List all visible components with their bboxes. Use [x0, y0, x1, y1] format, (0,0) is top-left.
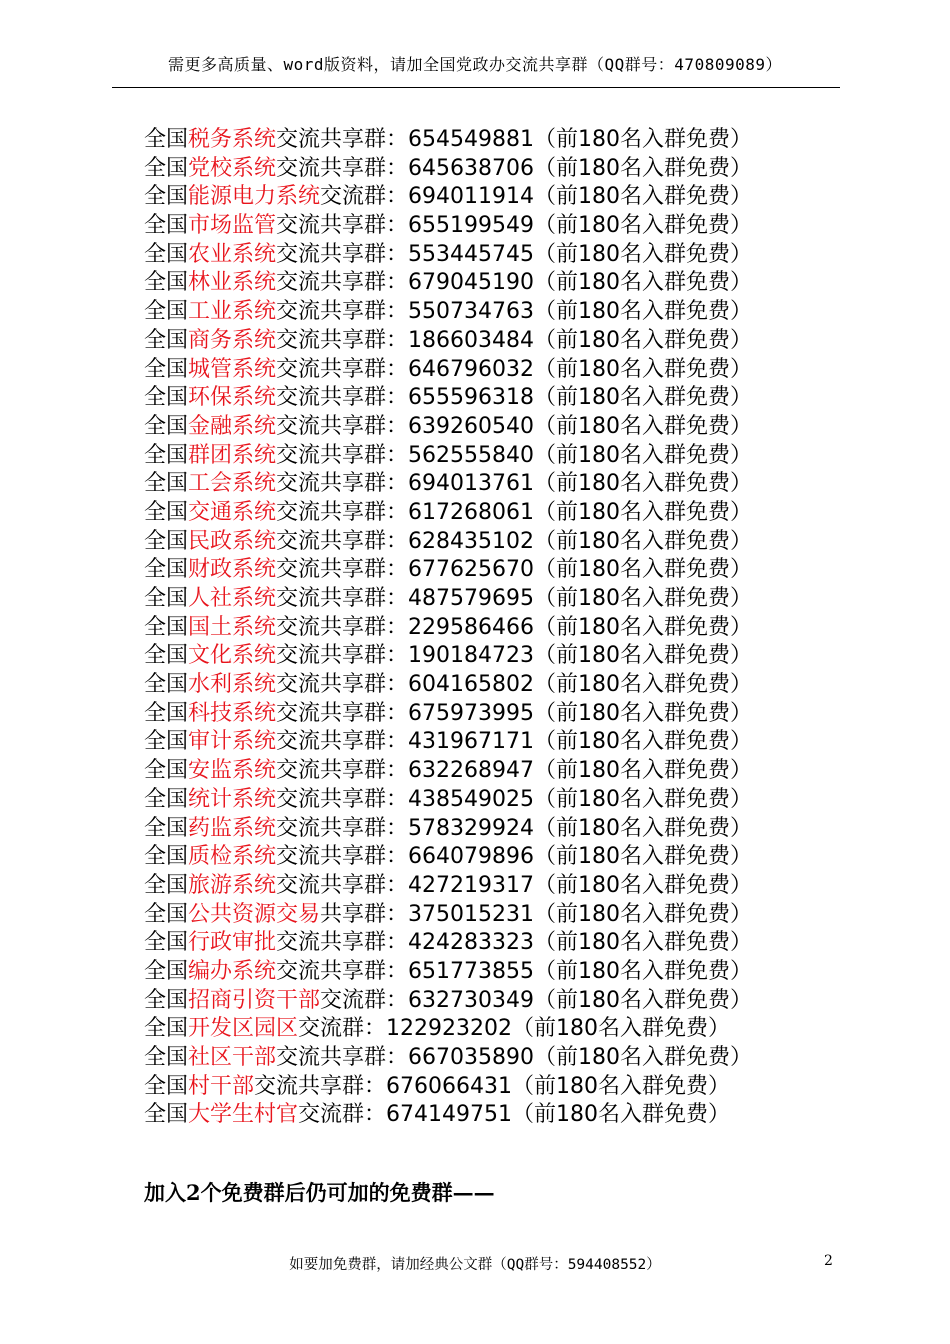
group-info: 交流共享群：562555840（前180名入群免费） — [276, 442, 752, 468]
group-info: 交流共享群：646796032（前180名入群免费） — [276, 356, 752, 382]
group-prefix: 全国 — [144, 786, 189, 812]
group-row — [144, 470, 844, 499]
group-prefix: 全国 — [144, 643, 189, 669]
group-info: 交流共享群：427219317（前180名入群免费） — [276, 872, 752, 898]
group-row — [144, 126, 844, 155]
group-system-name: 开发区园区 — [188, 1016, 299, 1042]
group-row — [144, 585, 844, 614]
group-row — [144, 757, 844, 786]
group-prefix: 全国 — [144, 758, 189, 784]
group-row — [144, 671, 844, 700]
group-prefix: 全国 — [144, 270, 189, 296]
group-info: 交流共享群：617268061（前180名入群免费） — [276, 499, 752, 525]
group-system-name: 文化系统 — [188, 643, 277, 669]
group-prefix: 全国 — [144, 1102, 189, 1128]
group-prefix: 全国 — [144, 327, 189, 353]
group-info: 交流共享群：431967171（前180名入群免费） — [276, 729, 752, 755]
group-info: 交流共享群：677625670（前180名入群免费） — [276, 557, 752, 583]
group-system-name: 水利系统 — [188, 672, 277, 698]
group-prefix: 全国 — [144, 844, 189, 870]
group-info: 交流共享群：550734763（前180名入群免费） — [276, 299, 752, 325]
group-info: 交流共享群：632268947（前180名入群免费） — [276, 758, 752, 784]
group-system-name: 群团系统 — [188, 442, 277, 468]
group-row — [144, 183, 844, 212]
group-info: 交流共享群：424283323（前180名入群免费） — [276, 930, 752, 956]
group-info: 交流共享群：655596318（前180名入群免费） — [276, 385, 752, 411]
group-row — [144, 1073, 844, 1102]
group-prefix: 全国 — [144, 413, 189, 439]
group-system-name: 社区干部 — [188, 1045, 277, 1070]
page-number: 2 — [824, 1253, 833, 1269]
group-info: 交流共享群：664079896（前180名入群免费） — [276, 844, 752, 870]
group-system-name: 城管系统 — [188, 356, 277, 382]
group-system-name: 党校系统 — [188, 155, 277, 181]
group-system-name: 财政系统 — [188, 557, 277, 583]
group-info: 交流共享群：438549025（前180名入群免费） — [276, 786, 752, 812]
group-system-name: 林业系统 — [188, 270, 277, 296]
group-prefix: 全国 — [144, 958, 189, 984]
group-row — [144, 327, 844, 356]
group-system-name: 公共资源交易 — [188, 901, 321, 927]
group-system-name: 商务系统 — [188, 327, 277, 353]
group-prefix: 全国 — [144, 1045, 189, 1070]
group-info: 交流共享群：628435102（前180名入群免费） — [276, 528, 752, 554]
group-prefix: 全国 — [144, 127, 189, 152]
group-prefix: 全国 — [144, 987, 189, 1013]
page-header: 需更多高质量、word版资料，请加全国党政办交流共享群（QQ群号：470809089） — [168, 55, 782, 74]
group-prefix: 全国 — [144, 1016, 189, 1042]
group-system-name: 工会系统 — [188, 471, 277, 497]
group-info: 交流共享群：676066431（前180名入群免费） — [254, 1073, 730, 1099]
group-info: 交流共享群：645638706（前180名入群免费） — [276, 155, 752, 181]
group-row — [144, 556, 844, 585]
group-row — [144, 987, 844, 1016]
group-prefix: 全国 — [144, 700, 189, 726]
header-divider — [112, 87, 840, 88]
group-info: 交流共享群：639260540（前180名入群免费） — [276, 413, 752, 439]
group-info: 交流共享群：675973995（前180名入群免费） — [276, 700, 752, 726]
group-info: 交流群：694011914（前180名入群免费） — [320, 184, 752, 210]
page-footer: 如要加免费群，请加经典公文群（QQ群号：594408552） — [289, 1257, 661, 1273]
group-system-name: 人社系统 — [188, 586, 277, 611]
group-prefix: 全国 — [144, 155, 189, 181]
group-info: 共享群：375015231（前180名入群免费） — [320, 901, 752, 927]
group-system-name: 税务系统 — [188, 127, 277, 152]
group-row — [144, 528, 844, 557]
group-row — [144, 786, 844, 815]
group-info: 交流共享群：651773855（前180名入群免费） — [276, 958, 752, 984]
group-system-name: 农业系统 — [188, 241, 277, 267]
group-info: 交流共享群：186603484（前180名入群免费） — [276, 327, 752, 353]
group-row — [144, 269, 844, 298]
group-system-name: 工业系统 — [188, 299, 277, 325]
group-prefix: 全国 — [144, 586, 189, 611]
group-prefix: 全国 — [144, 184, 189, 210]
group-row — [144, 212, 844, 241]
group-info: 交流群：674149751（前180名入群免费） — [298, 1102, 730, 1128]
group-prefix: 全国 — [144, 614, 189, 640]
group-prefix: 全国 — [144, 356, 189, 382]
group-system-name: 国土系统 — [188, 614, 277, 640]
group-row — [144, 815, 844, 844]
group-prefix: 全国 — [144, 872, 189, 898]
group-system-name: 村干部 — [188, 1073, 255, 1099]
group-info: 交流共享群：578329924（前180名入群免费） — [276, 815, 752, 841]
group-prefix: 全国 — [144, 528, 189, 554]
group-prefix: 全国 — [144, 557, 189, 583]
group-row — [144, 442, 844, 471]
group-info: 交流共享群：604165802（前180名入群免费） — [276, 672, 752, 698]
group-row — [144, 614, 844, 643]
group-system-name: 行政审批 — [188, 930, 277, 956]
group-row — [144, 958, 844, 987]
group-prefix: 全国 — [144, 901, 189, 927]
group-system-name: 安监系统 — [188, 758, 277, 784]
group-row — [144, 1044, 844, 1073]
group-info: 交流共享群：190184723（前180名入群免费） — [276, 643, 752, 669]
group-system-name: 金融系统 — [188, 413, 277, 439]
group-system-name: 药监系统 — [188, 815, 277, 841]
group-system-name: 交通系统 — [188, 499, 277, 525]
group-row — [144, 1101, 844, 1130]
group-info: 交流群：632730349（前180名入群免费） — [320, 987, 752, 1013]
group-row — [144, 499, 844, 528]
group-info: 交流共享群：667035890（前180名入群免费） — [276, 1045, 752, 1070]
group-info: 交流共享群：229586466（前180名入群免费） — [276, 614, 752, 640]
group-info: 交流共享群：655199549（前180名入群免费） — [276, 213, 752, 239]
group-prefix: 全国 — [144, 471, 189, 497]
note-heading: 加入2个免费群后仍可加的免费群—— — [144, 1180, 495, 1205]
group-row — [144, 642, 844, 671]
group-row — [144, 241, 844, 270]
group-row — [144, 384, 844, 413]
group-row — [144, 929, 844, 958]
group-prefix: 全国 — [144, 385, 189, 411]
group-system-name: 科技系统 — [188, 700, 277, 726]
group-row — [144, 356, 844, 385]
group-system-name: 环保系统 — [188, 385, 277, 411]
group-system-name: 招商引资干部 — [188, 987, 321, 1013]
group-system-name: 市场监管 — [188, 213, 277, 239]
group-system-name: 质检系统 — [188, 844, 277, 870]
group-system-name: 统计系统 — [188, 786, 277, 812]
group-prefix: 全国 — [144, 241, 189, 267]
group-prefix: 全国 — [144, 729, 189, 755]
group-row — [144, 901, 844, 930]
group-prefix: 全国 — [144, 1073, 189, 1099]
group-prefix: 全国 — [144, 299, 189, 325]
group-list — [144, 126, 844, 1130]
group-row — [144, 413, 844, 442]
group-system-name: 能源电力系统 — [188, 184, 321, 210]
group-row — [144, 155, 844, 184]
group-prefix: 全国 — [144, 499, 189, 525]
group-prefix: 全国 — [144, 930, 189, 956]
group-row — [144, 872, 844, 901]
group-info: 交流共享群：694013761（前180名入群免费） — [276, 471, 752, 497]
group-system-name: 民政系统 — [188, 528, 277, 554]
group-info: 交流共享群：553445745（前180名入群免费） — [276, 241, 752, 267]
group-row — [144, 298, 844, 327]
group-info: 交流群：122923202（前180名入群免费） — [298, 1016, 730, 1042]
group-row — [144, 728, 844, 757]
group-system-name: 大学生村官 — [188, 1102, 299, 1128]
group-row — [144, 700, 844, 729]
group-prefix: 全国 — [144, 442, 189, 468]
group-info: 交流共享群：487579695（前180名入群免费） — [276, 586, 752, 611]
group-system-name: 编办系统 — [188, 958, 277, 984]
group-prefix: 全国 — [144, 672, 189, 698]
group-row — [144, 1015, 844, 1044]
group-info: 交流共享群：654549881（前180名入群免费） — [276, 127, 752, 152]
group-system-name: 审计系统 — [188, 729, 277, 755]
group-system-name: 旅游系统 — [188, 872, 277, 898]
group-info: 交流共享群：679045190（前180名入群免费） — [276, 270, 752, 296]
group-prefix: 全国 — [144, 815, 189, 841]
group-row — [144, 843, 844, 872]
group-prefix: 全国 — [144, 213, 189, 239]
